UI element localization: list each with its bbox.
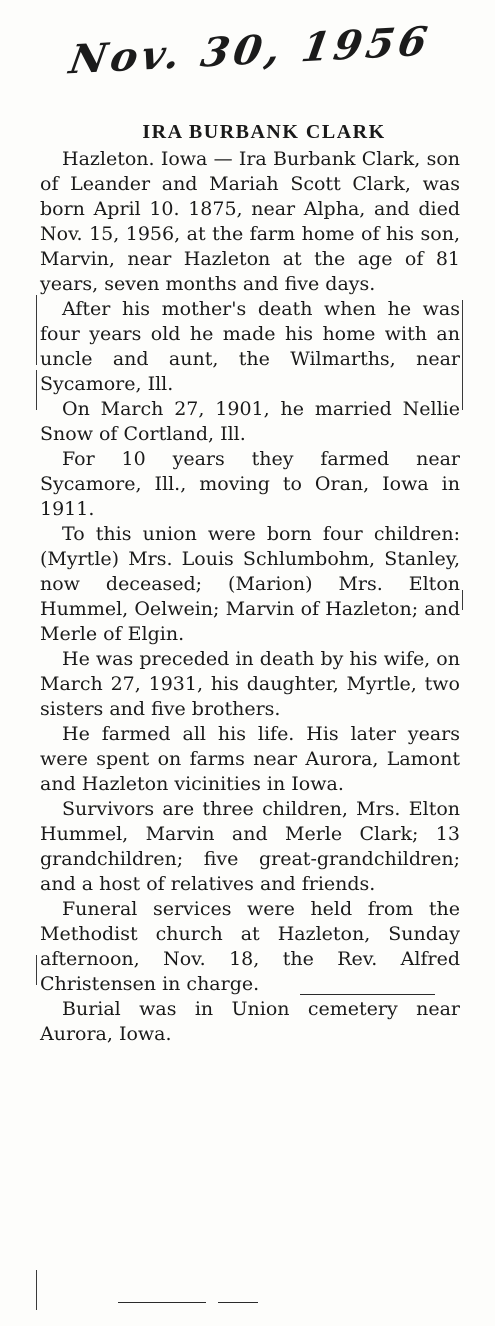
left-clipping-edge-mark: [36, 1270, 37, 1310]
paragraph-preceded-in-death: He was preceded in death by his wife, on March 27, 1931, his daughter, Myrtle, two sisters and five brothers.: [40, 648, 460, 720]
paragraph-childhood: After his mother's death when he was four years old he made his home with an uncle and aunt, the Wilmarths, near Sycamore, Ill.: [40, 298, 460, 395]
paragraph-marriage: On March 27, 1901, he married Nellie Snow of Cortland, Ill.: [40, 398, 460, 445]
paragraph-funeral: Funeral services were held from the Methodist church at Hazleton, Sunday afternoon, Nov. 18, the Rev. Alfred Christensen in charge.: [40, 898, 460, 995]
section-rule: [300, 994, 435, 995]
closing-rule-right: [218, 1302, 258, 1303]
left-clipping-edge-mark: [36, 295, 37, 365]
right-clipping-edge-mark: [462, 590, 463, 610]
right-clipping-edge-mark: [462, 300, 463, 410]
paragraph-birth: Hazleton. Iowa — Ira Burbank Clark, son of Leander and Mariah Scott Clark, was born April 10. 1875, near Alpha, and died Nov. 15, 1956, at the farm home of his son, Marvin, near Hazleton at the age of 81 years, seven months and five days.: [40, 148, 460, 295]
obituary-headline: IRA BURBANK CLARK: [142, 121, 386, 143]
newspaper-clipping: [40, 120, 460, 1047]
left-clipping-edge-mark: [36, 955, 37, 985]
closing-rule-left: [118, 1302, 206, 1303]
left-clipping-edge-mark: [36, 370, 37, 410]
paragraph-children: To this union were born four children: (Myrtle) Mrs. Louis Schlumbohm, Stanley, now deceased; (Marion) Mrs. Elton Hummel, Oelwein; Marvin of Hazleton; and Merle of Elgin.: [40, 523, 460, 645]
paragraph-later-years: He farmed all his life. His later years were spent on farms near Aurora, Lamont and Hazleton vicinities in Iowa.: [40, 723, 460, 795]
handwritten-date: Nov. 30, 1956: [66, 17, 435, 84]
paragraph-farming: For 10 years they farmed near Sycamore, Ill., moving to Oran, Iowa in 1911.: [40, 448, 460, 520]
paragraph-survivors: Survivors are three children, Mrs. Elton Hummel, Marvin and Merle Clark; 13 grandchildren; five great-grandchildren; and a host of relatives and friends.: [40, 798, 460, 895]
paragraph-burial: Burial was in Union cemetery near Aurora, Iowa.: [40, 998, 460, 1045]
